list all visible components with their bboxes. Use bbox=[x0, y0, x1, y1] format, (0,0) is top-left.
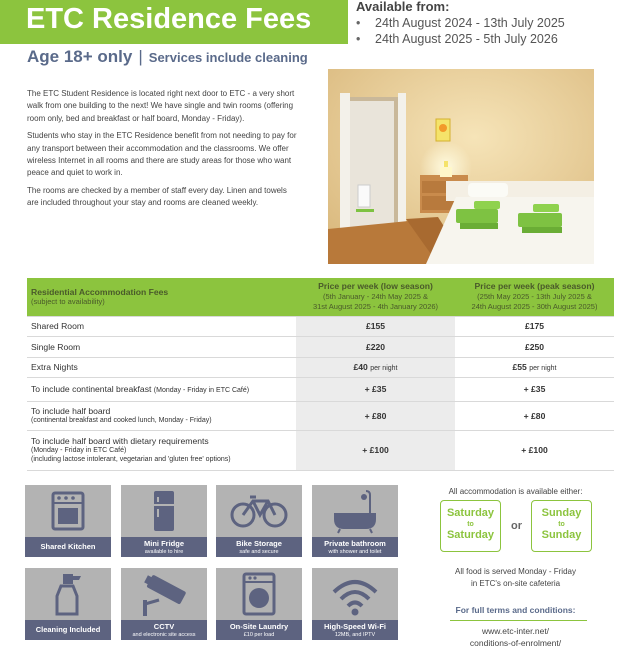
subtitle-separator: | bbox=[138, 47, 143, 66]
or-separator: or bbox=[511, 520, 522, 532]
page-title: ETC Residence Fees bbox=[26, 3, 312, 35]
washing-machine-icon bbox=[216, 568, 302, 620]
facility-bike-storage: Bike Storage safe and secure bbox=[216, 485, 302, 557]
facility-mini-fridge: Mini Fridge available to hire bbox=[121, 485, 207, 557]
bathtub-icon bbox=[312, 485, 398, 537]
subtitle bbox=[27, 47, 308, 67]
terms-heading: For full terms and conditions: bbox=[455, 605, 576, 615]
description-paragraph: The rooms are checked by a member of staff every day. Linen and towels are included throughout your stay and rooms are cleaned weekly. bbox=[27, 185, 287, 208]
row-label: To include half board with dietary requirements (Monday - Friday in ETC Café) (including lactose intolerant, vegetarian and 'gluten free' options) bbox=[27, 430, 296, 470]
facility-cleaning: Cleaning Included bbox=[25, 568, 111, 640]
availability-item: • 24th August 2025 - 5th July 2026 bbox=[356, 32, 558, 46]
saturday-option: Saturday to Saturday bbox=[440, 500, 501, 552]
low-season-price: £155 bbox=[296, 316, 455, 336]
room-photo bbox=[328, 69, 594, 264]
peak-season-price: £175 bbox=[455, 316, 614, 336]
fees-table bbox=[27, 278, 614, 471]
title-banner bbox=[0, 0, 348, 44]
table-header-low-season: Price per week (low season) (5th January - 24th May 2025 & 31st August 2025 - 4th January 2026) bbox=[296, 278, 455, 316]
table-row bbox=[27, 430, 614, 470]
table-row bbox=[27, 357, 614, 377]
divider bbox=[450, 620, 587, 621]
low-season-price: + £35 bbox=[296, 377, 455, 401]
row-label: To include continental breakfast (Monday - Friday in ETC Café) bbox=[27, 377, 296, 401]
peak-season-price: + £100 bbox=[455, 430, 614, 470]
availability-item: • 24th August 2024 - 13th July 2025 bbox=[356, 16, 565, 30]
wifi-icon bbox=[312, 568, 398, 620]
low-season-price: £220 bbox=[296, 336, 455, 357]
low-season-price: + £100 bbox=[296, 430, 455, 470]
description bbox=[27, 88, 297, 215]
row-label: Extra Nights bbox=[27, 357, 296, 377]
peak-season-price: £250 bbox=[455, 336, 614, 357]
table-row bbox=[27, 401, 614, 430]
cctv-camera-icon bbox=[121, 568, 207, 620]
availability-list bbox=[356, 15, 565, 47]
facility-private-bathroom: Private bathroom with shower and toilet bbox=[312, 485, 398, 557]
peak-season-price: + £35 bbox=[455, 377, 614, 401]
sunday-option: Sunday to Sunday bbox=[531, 500, 592, 552]
services-note: Services include cleaning bbox=[148, 50, 308, 65]
description-paragraph: Students who stay in the ETC Residence benefit from not needing to pay for any transport between their accommodation and the classrooms. We offer wireless Internet in all rooms and there are study areas for those who want peace and quiet to work in. bbox=[27, 131, 297, 178]
table-row bbox=[27, 336, 614, 357]
table-header-label: Residential Accommodation Fees (subject to availability) bbox=[27, 278, 296, 316]
description-paragraph: The ETC Student Residence is located right next door to ETC - a very short walk from one building to the next! We have single and twin rooms (offering room only, bed and breakfast or half board, Monday - Friday). bbox=[27, 89, 295, 123]
table-header-row bbox=[27, 278, 614, 316]
bicycle-icon bbox=[216, 485, 302, 537]
age-requirement: Age 18+ only bbox=[27, 47, 133, 66]
facility-wifi: High-Speed Wi-Fi 12MB, and IPTV bbox=[312, 568, 398, 640]
row-label: To include half board (continental breakfast and cooked lunch, Monday - Friday) bbox=[27, 401, 296, 430]
peak-season-price: + £80 bbox=[455, 401, 614, 430]
table-header-peak-season: Price per week (peak season) (25th May 2025 - 13th July 2025 & 24th August 2025 - 30th August 2025) bbox=[455, 278, 614, 316]
spray-bottle-icon bbox=[25, 568, 111, 620]
peak-season-price: £55 per night bbox=[455, 357, 614, 377]
facility-cctv: CCTV and electronic site access bbox=[121, 568, 207, 640]
low-season-price: + £80 bbox=[296, 401, 455, 430]
row-label: Single Room bbox=[27, 336, 296, 357]
fridge-icon bbox=[121, 485, 207, 537]
table-row bbox=[27, 377, 614, 401]
availability-heading: Available from: bbox=[356, 0, 450, 14]
facility-laundry: On-Site Laundry £10 per load bbox=[216, 568, 302, 640]
row-label: Shared Room bbox=[27, 316, 296, 336]
availability-note: All accommodation is available either: bbox=[448, 487, 583, 496]
low-season-price: £40 per night bbox=[296, 357, 455, 377]
table-row bbox=[27, 316, 614, 336]
terms-link[interactable]: www.etc-inter.net/ conditions-of-enrolment/ bbox=[469, 626, 562, 648]
facility-shared-kitchen: Shared Kitchen bbox=[25, 485, 111, 557]
food-note: All food is served Monday - Friday in ETC's on-site cafeteria bbox=[455, 567, 576, 588]
oven-icon bbox=[25, 485, 111, 537]
